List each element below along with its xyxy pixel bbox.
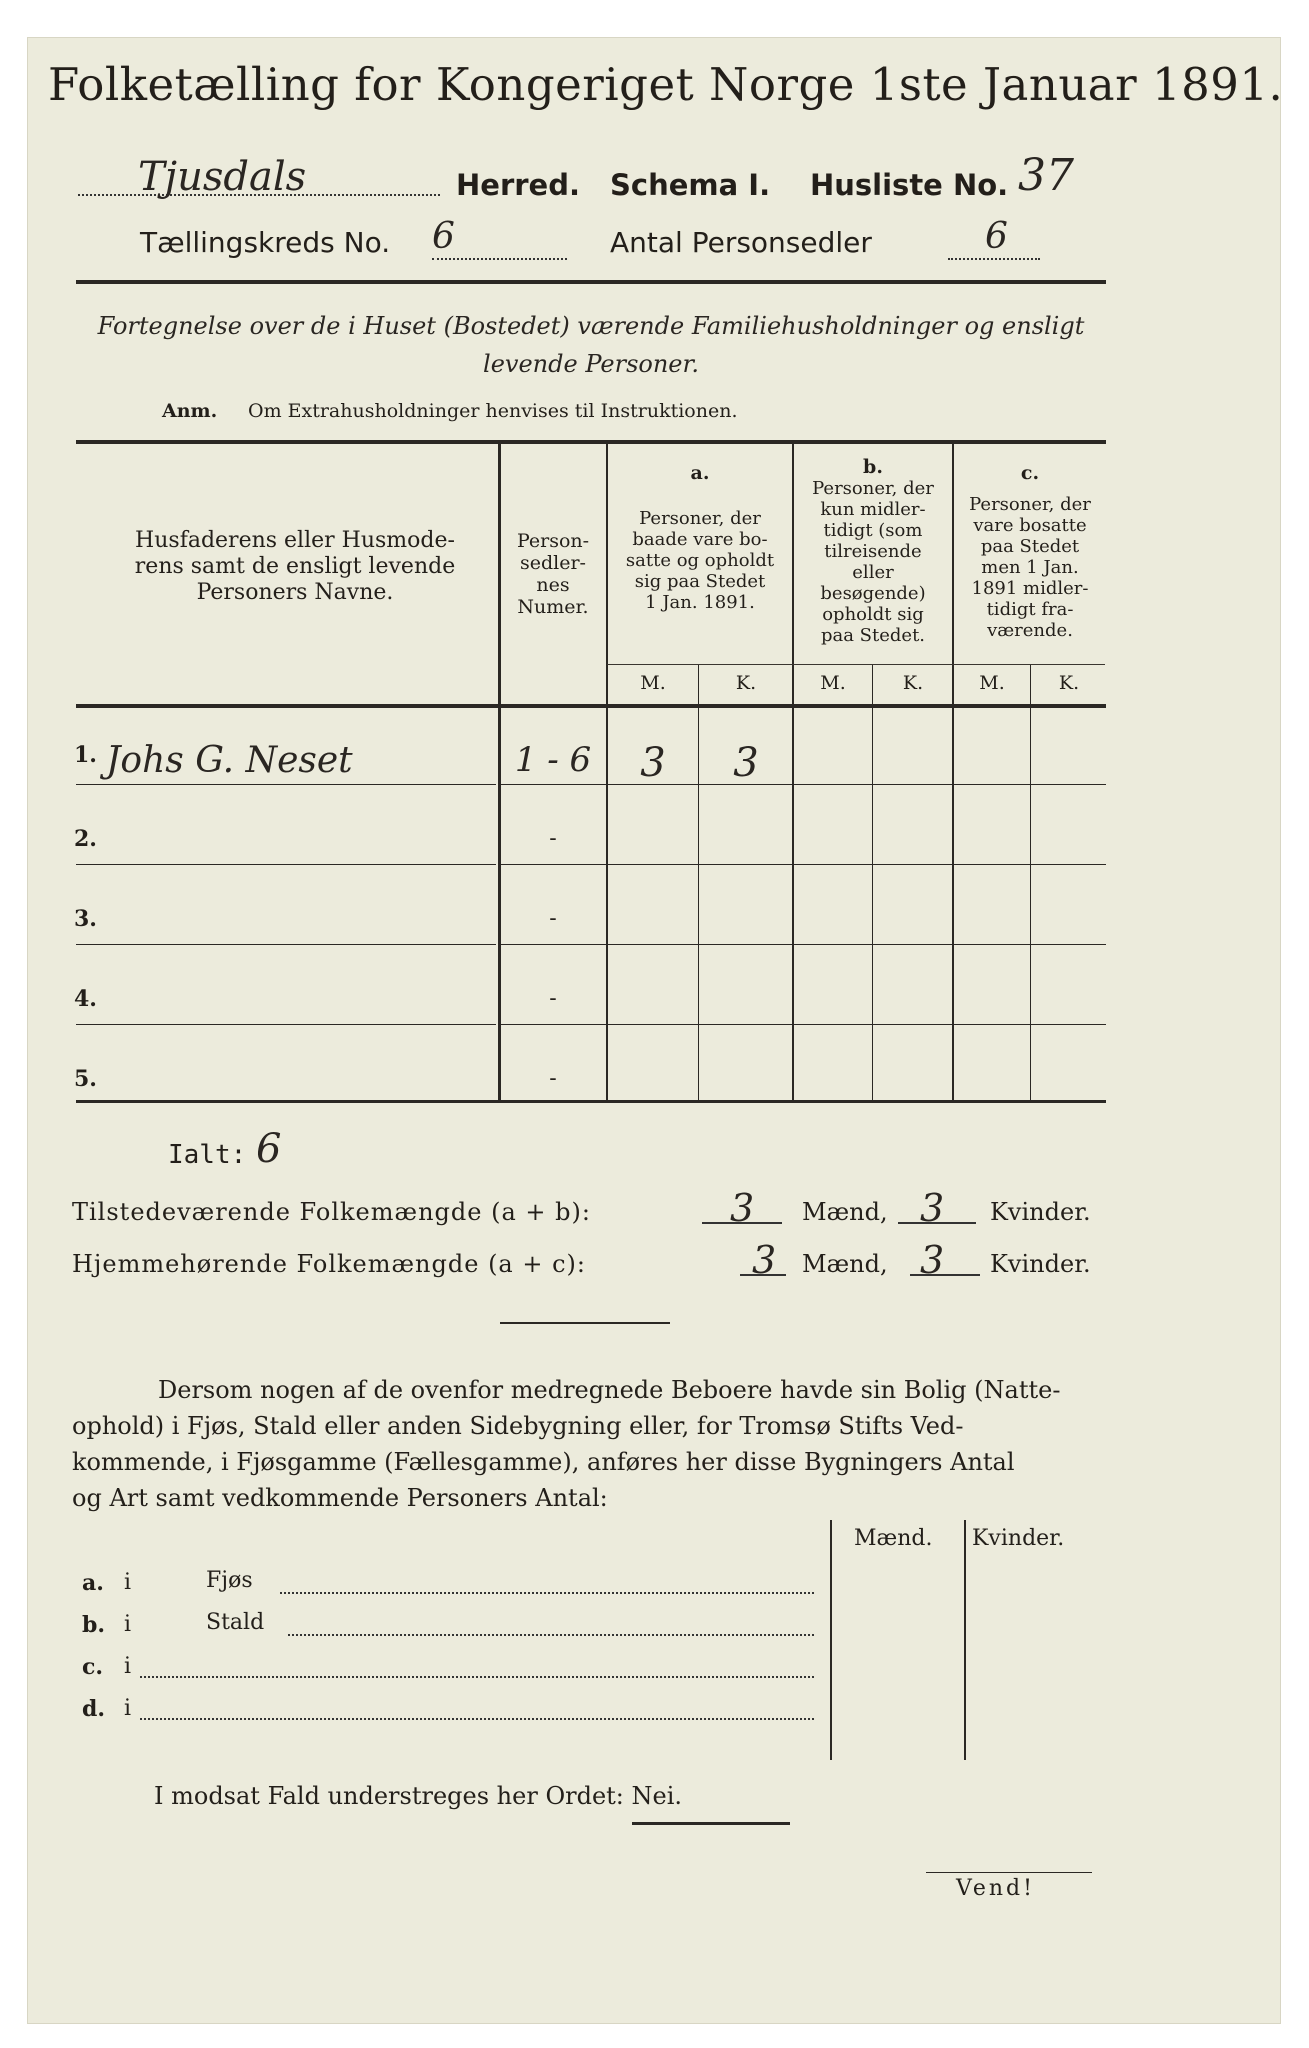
col-name-header: Husfaderens eller Husmode- rens samt de ensligt levende Personers Navne. bbox=[134, 528, 456, 605]
anm-text: Om Extrahusholdninger henvises til Instruktionen. bbox=[248, 400, 738, 422]
section-divider bbox=[500, 1322, 670, 1324]
hjemme-label: Hjemmehørende Folkemængde (a + c): bbox=[72, 1250, 586, 1278]
hjemme-women-value: 3 bbox=[920, 1238, 945, 1282]
tilstede-men-value: 3 bbox=[730, 1186, 755, 1230]
kreds-label: Tællingskreds No. bbox=[140, 226, 391, 259]
form-title: Folketælling for Kongeriget Norge 1ste Januar 1891. bbox=[48, 58, 1284, 111]
b-m-header: M. bbox=[820, 672, 846, 694]
row-number: 2. bbox=[74, 826, 97, 852]
antal-label: Antal Personsedler bbox=[610, 226, 872, 259]
hjemme-men-label: Mænd, bbox=[802, 1250, 888, 1278]
antal-value: 6 bbox=[985, 216, 1008, 257]
row-number: 5. bbox=[74, 1066, 97, 1092]
subtitle-line1: Fortegnelse over de i Huset (Bostedet) værende Familiehusholdninger og ensligt bbox=[97, 312, 1085, 340]
kreds-value: 6 bbox=[432, 216, 455, 257]
row-number: 3. bbox=[74, 906, 97, 932]
modsat-text: I modsat Fald understreges her Ordet: Nei. bbox=[154, 1782, 683, 1810]
ialt-label: Ialt: bbox=[168, 1140, 247, 1170]
a-k-header: K. bbox=[735, 672, 757, 694]
herred-label: Herred. bbox=[456, 168, 580, 202]
anm-label: Anm. bbox=[162, 400, 218, 422]
husliste-value: 37 bbox=[1018, 150, 1074, 201]
tilstede-men-label: Mænd, bbox=[802, 1198, 888, 1226]
hjemme-women-label: Kvinder. bbox=[990, 1250, 1091, 1278]
person-numbers: - bbox=[549, 906, 557, 931]
vend-text: Vend! bbox=[956, 1876, 1035, 1901]
group-c-header: Personer, der vare bosatte paa Stedet men 1 Jan. 1891 midler- tidigt fra- værende. bbox=[969, 494, 1091, 641]
schema-label: Schema I. bbox=[610, 168, 771, 202]
present-resident-men: 3 bbox=[640, 740, 666, 786]
group-b-header: Personer, der kun midler- tidigt (som tilreisende eller besøgende) opholdt sig paa Stedet. bbox=[812, 478, 934, 646]
group-a-letter: a. bbox=[690, 462, 710, 484]
row-number: 1. bbox=[74, 742, 97, 768]
c-k-header: K. bbox=[1058, 672, 1080, 694]
herred-field bbox=[78, 154, 440, 200]
hjemme-men-value: 3 bbox=[752, 1238, 777, 1282]
person-numbers: - bbox=[549, 826, 557, 851]
group-c-letter: c. bbox=[1020, 462, 1040, 484]
col-number-header: Person- sedler- nes Numer. bbox=[516, 530, 590, 618]
buildings-women-header: Kvinder. bbox=[972, 1526, 1065, 1551]
tilstede-label: Tilstedeværende Folkemængde (a + b): bbox=[72, 1198, 591, 1226]
tilstede-women-value: 3 bbox=[920, 1186, 945, 1230]
person-numbers: 1 - 6 bbox=[514, 740, 592, 780]
b-k-header: K. bbox=[902, 672, 924, 694]
husliste-label: Husliste No. bbox=[810, 168, 1009, 202]
c-m-header: M. bbox=[979, 672, 1005, 694]
person-numbers: - bbox=[549, 1066, 557, 1091]
group-b-letter: b. bbox=[863, 456, 883, 478]
subtitle-line2: levende Personer. bbox=[483, 350, 699, 378]
group-a-header: Personer, der baade vare bo- satte og opholdt sig paa Stedet 1 Jan. 1891. bbox=[625, 508, 775, 613]
buildings-men-header: Mænd. bbox=[854, 1526, 933, 1551]
instruction-paragraph: Dersom nogen af de ovenfor medregnede Beboere havde sin Bolig (Natte- ophold) i Fjøs, Stald eller anden Sidebygning eller, for Tromsø Stifts Ved- kommende, i Fjøsgamme (Fællesgamme), anføres her disse Bygningers Antal og Art samt vedkommende Personers Antal: bbox=[72, 1376, 1061, 1512]
tilstede-women-label: Kvinder. bbox=[990, 1198, 1091, 1226]
herred-value: Tjusdals bbox=[138, 154, 307, 200]
person-name: Johs G. Neset bbox=[106, 740, 353, 781]
present-resident-women: 3 bbox=[733, 740, 759, 786]
person-numbers: - bbox=[549, 986, 557, 1011]
row-number: 4. bbox=[74, 986, 97, 1012]
ialt-value: 6 bbox=[256, 1126, 282, 1172]
a-m-header: M. bbox=[640, 672, 666, 694]
